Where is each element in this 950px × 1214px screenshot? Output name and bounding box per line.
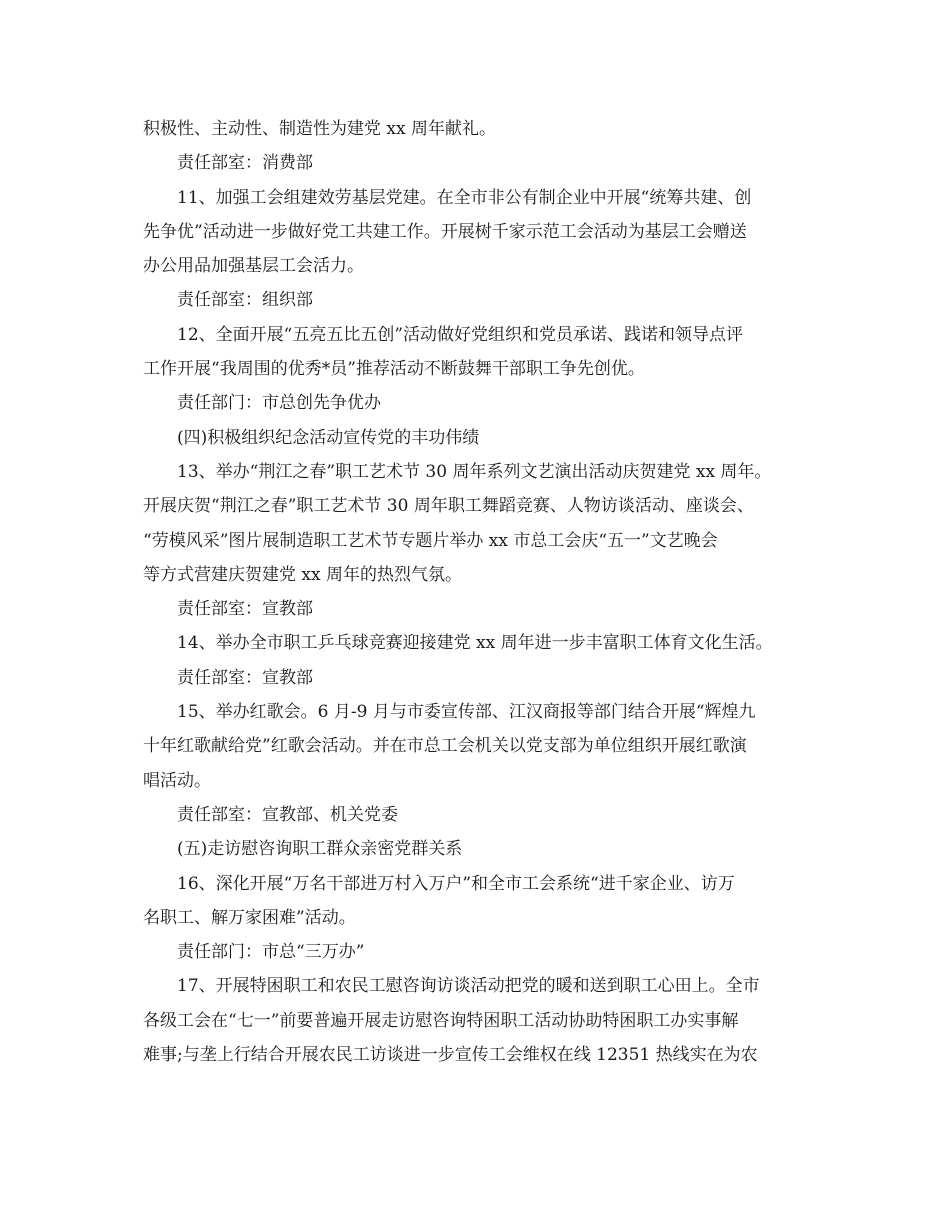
paragraph-line: 16、深化开展“万名干部进万村入万户”和全市工会系统“进千家企业、访万 bbox=[177, 873, 735, 894]
paragraph-line: 十年红歌献给党”红歌会活动。并在市总工会机关以党支部为单位组织开展红歌演 bbox=[143, 736, 747, 757]
paragraph-line: 12、全面开展“五亮五比五创”活动做好党组织和党员承诺、践诺和领导点评 bbox=[177, 324, 744, 345]
paragraph-line: 唱活动。 bbox=[143, 770, 211, 791]
paragraph-line: “劳模风采”图片展制造职工艺术节专题片举办 xx 市总工会庆“五一”文艺晚会 bbox=[143, 530, 718, 551]
paragraph-line: 责任部室：消费部 bbox=[177, 153, 313, 174]
paragraph-line: 办公用品加强基层工会活力。 bbox=[143, 256, 364, 277]
paragraph-line: 责任部室：宣教部 bbox=[177, 599, 313, 620]
paragraph-line: 先争优”活动进一步做好党工共建工作。开展树千家示范工会活动为基层工会赠送 bbox=[143, 221, 747, 242]
paragraph-line: 11、加强工会组建效劳基层党建。在全市非公有制企业中开展“统筹共建、创 bbox=[177, 187, 752, 208]
paragraph-line: 责任部室：组织部 bbox=[177, 290, 313, 311]
paragraph-line: 等方式营建庆贺建党 xx 周年的热烈气氛。 bbox=[143, 564, 462, 585]
paragraph-line: 14、举办全市职工乒乓球竞赛迎接建党 xx 周年进一步丰富职工体育文化生活。 bbox=[177, 633, 773, 654]
paragraph-line: 开展庆贺“荆江之春”职工艺术节 30 周年职工舞蹈竞赛、人物访谈活动、座谈会、 bbox=[143, 496, 754, 517]
paragraph-line: 15、举办红歌会。6 月-9 月与市委宣传部、江汉商报等部门结合开展“辉煌九 bbox=[177, 702, 756, 723]
paragraph-line: 名职工、解万家困难”活动。 bbox=[143, 907, 356, 928]
paragraph-line: 责任部门：市总创先争优办 bbox=[177, 393, 381, 414]
paragraph-line: 各级工会在“七一”前要普遍开展走访慰咨询特困职工活动协助特困职工办实事解 bbox=[143, 1010, 739, 1031]
paragraph-line: 责任部室：宣教部、机关党委 bbox=[177, 804, 398, 825]
paragraph-line: 13、举办“荆江之春”职工艺术节 30 周年系列文艺演出活动庆贺建党 xx 周年。 bbox=[177, 461, 772, 482]
document-body bbox=[143, 112, 815, 1072]
paragraph-line: 难事;与垄上行结合开展农民工访谈进一步宣传工会维权在线 12351 热线实在为农 bbox=[143, 1045, 758, 1066]
paragraph-line: 工作开展“我周围的优秀*员”推荐活动不断鼓舞干部职工争先创优。 bbox=[143, 359, 645, 380]
paragraph-line: (四)积极组织纪念活动宣传党的丰功伟绩 bbox=[177, 427, 480, 448]
paragraph-line: 积极性、主动性、制造性为建党 xx 周年献礼。 bbox=[143, 119, 496, 139]
paragraph-line: (五)走访慰咨询职工群众亲密党群关系 bbox=[177, 839, 463, 860]
paragraph-line: 责任部门：市总“三万办” bbox=[177, 942, 365, 963]
paragraph-line: 17、开展特困职工和农民工慰咨询访谈活动把党的暖和送到职工心田上。全市 bbox=[177, 976, 760, 997]
paragraph-line: 责任部室：宣教部 bbox=[177, 667, 313, 688]
